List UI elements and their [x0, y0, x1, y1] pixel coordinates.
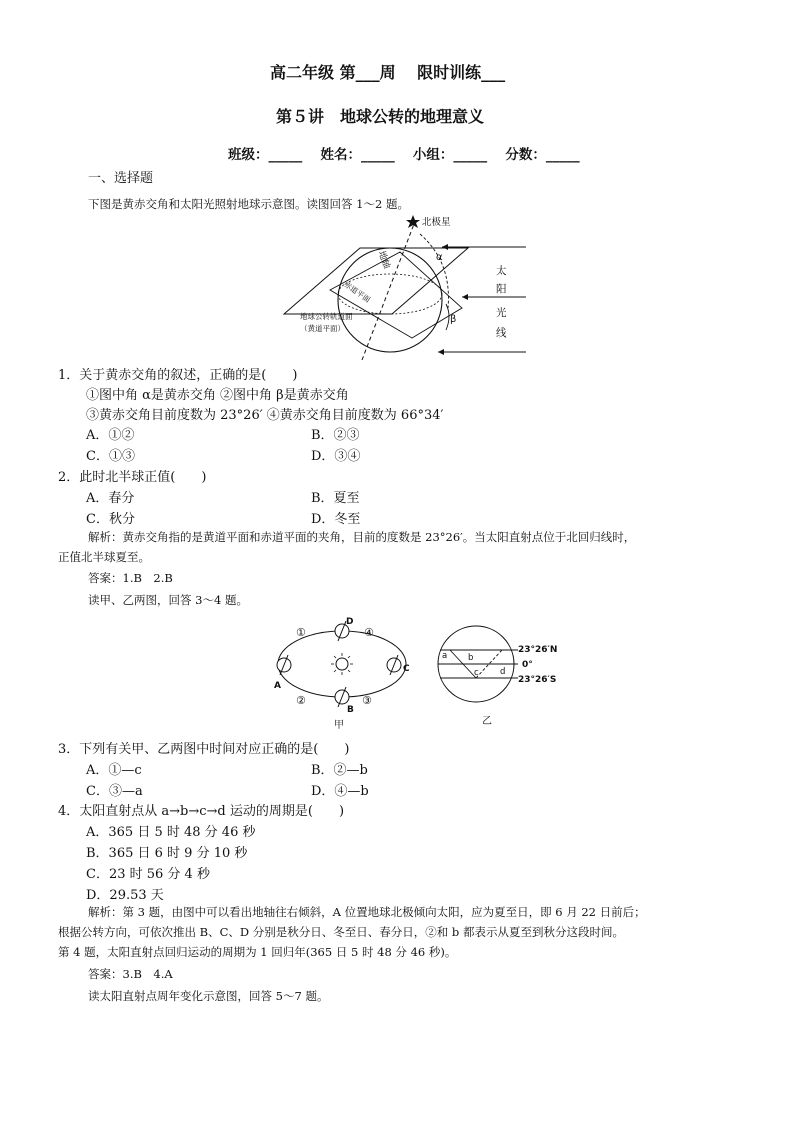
point-d: d: [500, 667, 506, 677]
question-4-stem: 4．太阳直射点从 a→b→c→d 运动的周期是( ): [58, 804, 345, 819]
option-d: D．29.53 天: [86, 888, 164, 903]
intro-text: 读太阳直射点周年变化示意图，回答 5～7 题。: [88, 989, 329, 1003]
explanation-line: 根据公转方向，可依次推出 B、C、D 分别是秋分日、冬至日、春分日，②和 b 都表示从夏至到秋分这段时间。: [58, 925, 624, 939]
answer-line: 答案：3.B 4.A: [88, 967, 173, 981]
north-star-label: 北极星: [422, 217, 451, 228]
option-b: B．365 日 6 时 9 分 10 秒: [86, 846, 248, 861]
ecliptic-obliquity-diagram: [280, 212, 530, 364]
sun-light-char-4: 线: [496, 327, 507, 339]
option-a: A．365 日 5 时 48 分 46 秒: [86, 825, 256, 840]
sun-light-char-2: 阳: [496, 283, 507, 295]
section-heading: 一、选择题: [88, 171, 154, 186]
latitude-equator: 0°: [522, 660, 533, 670]
position-number-3: ③: [362, 694, 372, 707]
intro-text: 下图是黄赤交角和太阳光照射地球示意图。读图回答 1～2 题。: [88, 197, 409, 211]
option-a: A．①—c: [86, 763, 142, 778]
latitude-south: 23°26′S: [518, 675, 557, 685]
option-c: C．③—a: [86, 784, 143, 799]
question-1-line-1: ①图中角 α是黄赤交角 ②图中角 β是黄赤交角: [86, 388, 349, 403]
option-a: A．春分: [86, 491, 135, 506]
question-1-line-2: ③黄赤交角目前度数为 23°26′ ④黄赤交角目前度数为 66°34′: [86, 408, 444, 423]
answer-line: 答案：1.B 2.B: [88, 571, 173, 585]
point-c: c: [474, 668, 479, 678]
option-b: B．②—b: [311, 763, 368, 778]
sun-light-char-3: 光: [496, 307, 507, 319]
position-number-4: ④: [364, 626, 374, 639]
earth-orbit-diagram-jia: [268, 616, 416, 734]
option-a: A．①②: [86, 428, 135, 443]
position-number-2: ②: [296, 694, 306, 707]
label-b: B: [347, 705, 354, 715]
option-c: C．①③: [86, 449, 135, 464]
option-c: C．秋分: [86, 512, 135, 527]
ecliptic-plane-label: （黄道平面）: [300, 324, 345, 333]
caption-yi: 乙: [482, 716, 492, 727]
explanation-line: 解析：第 3 题，由图中可以看出地轴往右倾斜，A 位置地球北极倾向太阳，应为夏至日，即 6 月 22 日前后；: [88, 905, 646, 919]
point-a: a: [442, 651, 448, 661]
direct-sunlight-diagram-yi: [436, 620, 576, 732]
explanation-line: 第 4 题，太阳直射点回归运动的周期为 1 回归年(365 日 5 时 48 分 46 秒)。: [58, 945, 457, 959]
position-number-1: ①: [296, 626, 306, 639]
label-c: C: [403, 664, 410, 674]
intro-text: 读甲、乙两图，回答 3～4 题。: [88, 593, 248, 607]
earth-axis-line: [362, 224, 414, 360]
beta-label: β: [450, 314, 457, 325]
equator-plane-label: 赤道平面: [342, 279, 373, 305]
caption-jia: 甲: [334, 720, 344, 731]
latitude-north: 23°26′N: [518, 645, 558, 655]
page-title: 高二年级 第___周 限时训练___: [270, 63, 506, 82]
option-b: B．②③: [311, 428, 360, 443]
sun-icon: [336, 658, 348, 670]
sun-light-char-1: 太: [496, 265, 507, 277]
option-c: C．23 时 56 分 4 秒: [86, 867, 210, 882]
question-1-stem: 1．关于黄赤交角的叙述，正确的是( ): [58, 368, 298, 383]
label-a: A: [274, 681, 281, 691]
option-d: D．冬至: [311, 512, 361, 527]
student-info-line: 班级：_____ 姓名：_____ 小组：_____ 分数：_____: [228, 147, 580, 163]
orbit-plane-label: 地球公转轨道面: [300, 312, 353, 321]
option-d: D．④—b: [311, 784, 369, 799]
option-b: B．夏至: [311, 491, 360, 506]
explanation-line: 正值北半球夏至。: [58, 550, 150, 564]
label-d: D: [346, 617, 354, 627]
question-3-stem: 3．下列有关甲、乙两图中时间对应正确的是( ): [58, 742, 350, 757]
question-2-stem: 2．此时北半球正值( ): [58, 470, 207, 485]
earth-axis-label: 地轴: [375, 249, 392, 271]
point-b: b: [468, 653, 474, 663]
alpha-label: α: [436, 252, 443, 263]
explanation-line: 解析：黄赤交角指的是黄道平面和赤道平面的夹角，目前的度数是 23°26′。当太阳直射点位于北回归线时，: [88, 530, 636, 544]
lesson-title: 第５讲 地球公转的地理意义: [276, 107, 485, 126]
option-d: D．③④: [311, 449, 361, 464]
